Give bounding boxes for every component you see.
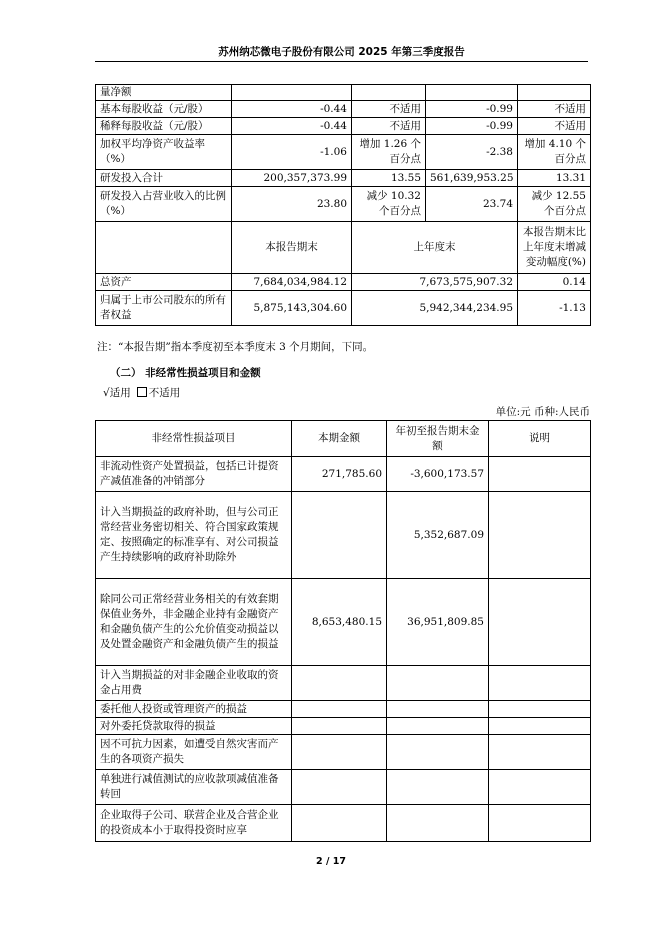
row-label: 稀释每股收益（元/股） <box>96 118 232 135</box>
table-cell: 减少 12.55 个百分点 <box>518 187 591 222</box>
row-label: 计入当期损益的对非金融企业收取的资金占用费 <box>96 666 292 701</box>
table-cell <box>292 718 387 735</box>
table-row <box>96 135 591 170</box>
column-header: 本报告期末比上年度末增减变动幅度(%) <box>518 222 591 274</box>
table-cell: 23.80 <box>232 187 352 222</box>
table-cell <box>387 770 489 805</box>
column-header: 年初至报告期末金额 <box>387 421 489 457</box>
table-cell: -0.44 <box>232 101 352 118</box>
table-cell <box>426 85 518 101</box>
section-heading: （二） 非经常性损益项目和金额 <box>110 367 261 379</box>
table-row <box>96 457 591 492</box>
table-row <box>96 805 591 842</box>
table-cell: 7,673,575,907.32 <box>352 274 518 291</box>
table-row <box>96 291 591 326</box>
row-label: 企业取得子公司、联营企业及合营企业的投资成本小于取得投资时应享 <box>96 805 292 842</box>
table-row <box>96 101 591 118</box>
table-cell <box>489 579 591 666</box>
not-applicable-label: 不适用 <box>148 387 181 399</box>
table-cell: 561,639,953.25 <box>426 170 518 187</box>
table-cell: -1.13 <box>518 291 591 326</box>
table-cell: -0.99 <box>426 101 518 118</box>
table-row <box>96 118 591 135</box>
empty-checkbox-icon <box>137 387 147 397</box>
table-cell: 8,653,480.15 <box>292 579 387 666</box>
row-label: 总资产 <box>96 274 232 291</box>
table-subheader-row <box>96 222 591 274</box>
row-label: 单独进行减值测试的应收款项减值准备转回 <box>96 770 292 805</box>
table-cell <box>489 770 591 805</box>
table-cell: 不适用 <box>518 118 591 135</box>
table-cell: 13.55 <box>352 170 426 187</box>
row-label: 研发投入合计 <box>96 170 232 187</box>
table-cell <box>489 457 591 492</box>
table-cell: 不适用 <box>352 118 426 135</box>
financial-indicators-table <box>95 84 591 326</box>
applicable-checkbox-label: √适用 <box>103 387 131 399</box>
table-header-row <box>96 421 591 457</box>
table-cell <box>387 718 489 735</box>
table-row <box>96 579 591 666</box>
table-cell: 不适用 <box>352 101 426 118</box>
table-row <box>96 187 591 222</box>
table-cell <box>489 492 591 579</box>
page-number: 2 / 17 <box>316 856 346 867</box>
row-label: 除同公司正常经营业务相关的有效套期保值业务外，非金融企业持有金融资产和金融负债产生的公允价值变动损益以及处置金融资产和金融负债产生的损益 <box>96 579 292 666</box>
row-label: 归属于上市公司股东的所有者权益 <box>96 291 232 326</box>
table-cell: 增加 4.10 个百分点 <box>518 135 591 170</box>
table-cell: 0.14 <box>518 274 591 291</box>
table-cell: 增加 1.26 个百分点 <box>352 135 426 170</box>
column-header: 非经常性损益项目 <box>96 421 292 457</box>
table-cell: -2.38 <box>426 135 518 170</box>
table-cell <box>387 701 489 718</box>
table-cell: 13.31 <box>518 170 591 187</box>
table-cell: -3,600,173.57 <box>387 457 489 492</box>
table-cell: -0.99 <box>426 118 518 135</box>
table-cell: 5,352,687.09 <box>387 492 489 579</box>
table-cell: 7,684,034,984.12 <box>232 274 352 291</box>
table-cell: 减少 10.32 个百分点 <box>352 187 426 222</box>
table-cell: -0.44 <box>232 118 352 135</box>
table-cell <box>489 805 591 842</box>
row-label: 委托他人投资或管理资产的损益 <box>96 701 292 718</box>
table-footnote: 注：“本报告期”指本季度初至本季度末 3 个月期间，下同。 <box>97 341 374 353</box>
table-row <box>96 666 591 701</box>
table-cell <box>489 718 591 735</box>
table-cell <box>387 735 489 770</box>
table-cell: 200,357,373.99 <box>232 170 352 187</box>
table-cell <box>489 735 591 770</box>
table-cell <box>96 222 232 274</box>
row-label: 计入当期损益的政府补助，但与公司正常经营业务密切相关、符合国家政策规定、按照确定的标准享有、对公司损益产生持续影响的政府补助除外 <box>96 492 292 579</box>
row-label: 因不可抗力因素，如遭受自然灾害而产生的各项资产损失 <box>96 735 292 770</box>
table-cell: 23.74 <box>426 187 518 222</box>
table-cell <box>352 85 426 101</box>
table-row <box>96 735 591 770</box>
table-cell: 5,942,344,234.95 <box>352 291 518 326</box>
table-cell <box>292 666 387 701</box>
column-header: 本报告期末 <box>232 222 352 274</box>
table-row <box>96 170 591 187</box>
table-cell <box>292 701 387 718</box>
non-recurring-items-table <box>95 420 591 842</box>
row-label: 量净额 <box>96 85 232 101</box>
table-cell: -1.06 <box>232 135 352 170</box>
row-label: 基本每股收益（元/股） <box>96 101 232 118</box>
table-row <box>96 701 591 718</box>
row-label: 非流动性资产处置损益，包括已计提资产减值准备的冲销部分 <box>96 457 292 492</box>
applicability-options <box>103 385 180 400</box>
table-cell: 5,875,143,304.60 <box>232 291 352 326</box>
table-row <box>96 492 591 579</box>
unit-currency-line: 单位:元 币种:人民币 <box>495 406 590 418</box>
table-cell <box>387 666 489 701</box>
table-cell <box>292 492 387 579</box>
table-cell <box>489 666 591 701</box>
row-label: 研发投入占营业收入的比例（%） <box>96 187 232 222</box>
table-cell: 36,951,809.85 <box>387 579 489 666</box>
table-row <box>96 274 591 291</box>
header-divider <box>95 61 588 62</box>
table-row <box>96 85 591 101</box>
table-cell <box>232 85 352 101</box>
column-header: 本期金额 <box>292 421 387 457</box>
table-cell <box>387 805 489 842</box>
table-cell <box>292 770 387 805</box>
table-cell <box>292 805 387 842</box>
table-cell <box>292 735 387 770</box>
table-row <box>96 718 591 735</box>
table-cell <box>489 701 591 718</box>
row-label: 对外委托贷款取得的损益 <box>96 718 292 735</box>
row-label: 加权平均净资产收益率（%） <box>96 135 232 170</box>
table-row <box>96 770 591 805</box>
table-cell: 不适用 <box>518 101 591 118</box>
column-header: 上年度末 <box>352 222 518 274</box>
column-header: 说明 <box>489 421 591 457</box>
page-header-title: 苏州纳芯微电子股份有限公司 2025 年第三季度报告 <box>218 46 465 58</box>
table-cell <box>518 85 591 101</box>
table-cell: 271,785.60 <box>292 457 387 492</box>
